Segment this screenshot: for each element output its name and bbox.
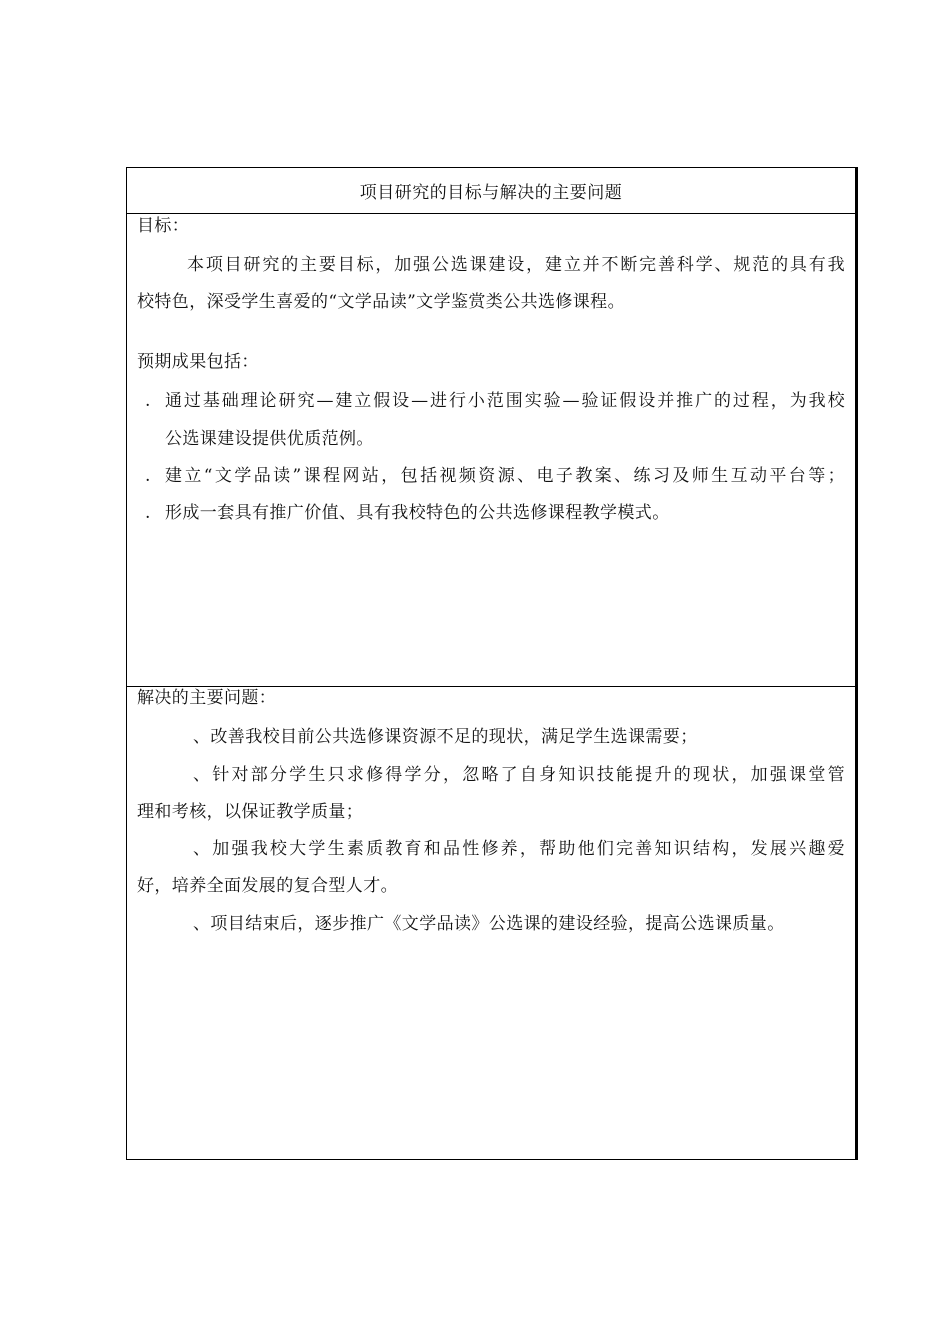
goals-cell bbox=[127, 214, 855, 687]
bullet-dot-2: . bbox=[145, 466, 151, 486]
outcome-item-2: 建立“文学品读”课程网站，包括视频资源、电子教案、练习及师生互动平台等； bbox=[165, 466, 845, 486]
problem-item-3-line-1: 、加强我校大学生素质教育和品性修养，帮助他们完善知识结构，发展兴趣爱 bbox=[193, 839, 845, 859]
bullet-dot-1: . bbox=[145, 391, 151, 411]
problem-item-1: 、改善我校目前公共选修课资源不足的现状，满足学生选课需要； bbox=[193, 727, 698, 747]
goals-problems-table bbox=[126, 167, 856, 1160]
table-title: 项目研究的目标与解决的主要问题 bbox=[127, 168, 855, 214]
bullet-dot-3: . bbox=[145, 503, 151, 523]
goals-label: 目标： bbox=[137, 216, 190, 236]
problems-cell bbox=[127, 687, 855, 1159]
goals-paragraph-line-1: 本项目研究的主要目标，加强公选课建设，建立并不断完善科学、规范的具有我 bbox=[187, 255, 845, 275]
outcome-item-1-line-2: 公选课建设提供优质范例。 bbox=[165, 429, 374, 449]
problem-item-4: 、项目结束后，逐步推广《文学品读》公选课的建设经验，提高公选课质量。 bbox=[193, 914, 785, 934]
goals-paragraph-line-2: 校特色，深受学生喜爱的“文学品读”文学鉴赏类公共选修课程。 bbox=[137, 292, 625, 312]
outcome-item-1-line-1: 通过基础理论研究—建立假设—进行小范围实验—验证假设并推广的过程，为我校 bbox=[165, 391, 845, 411]
outcome-item-3: 形成一套具有推广价值、具有我校特色的公共选修课程教学模式。 bbox=[165, 503, 670, 523]
problem-item-2-line-2: 理和考核，以保证教学质量； bbox=[137, 802, 364, 822]
outcomes-label: 预期成果包括： bbox=[137, 352, 259, 372]
problem-item-3-line-2: 好，培养全面发展的复合型人才。 bbox=[137, 876, 398, 896]
problems-label: 解决的主要问题： bbox=[137, 688, 277, 708]
problem-item-2-line-1: 、针对部分学生只求修得学分，忽略了自身知识技能提升的现状，加强课堂管 bbox=[193, 765, 845, 785]
